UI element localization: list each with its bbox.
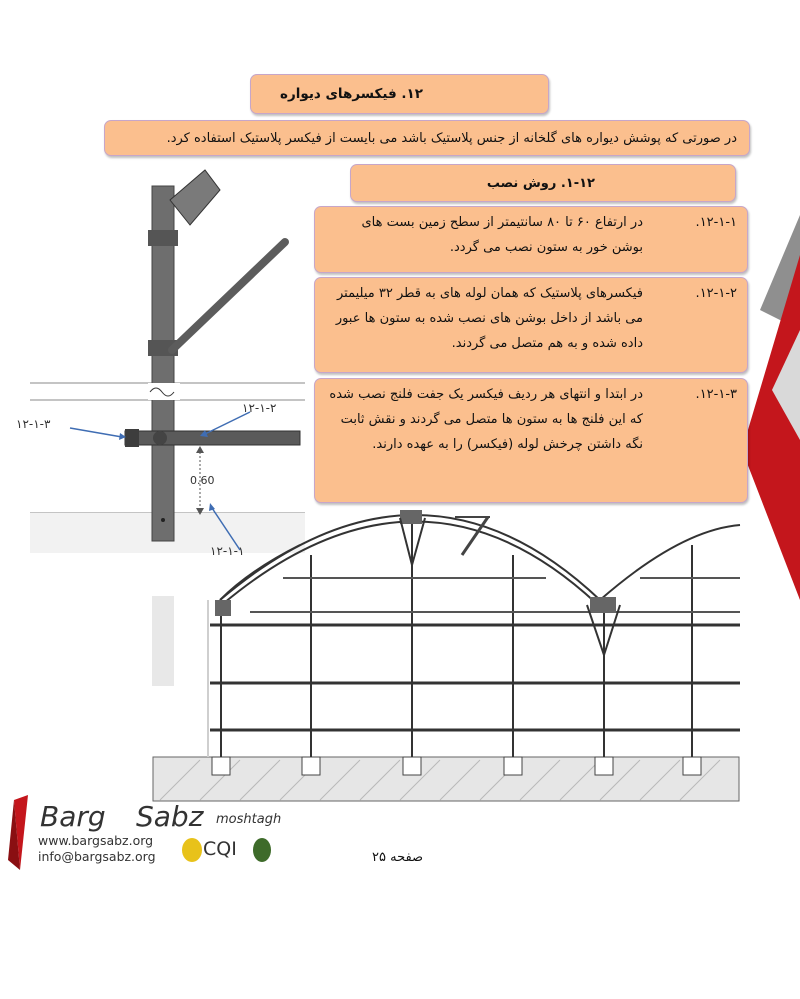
brand-sabz: Sabz <box>136 800 204 833</box>
label-12-1-3: ۱۲-۱-۳ <box>16 417 51 431</box>
cqi-logo-icon <box>182 838 202 862</box>
website-link[interactable]: www.bargsabz.org <box>38 833 154 848</box>
step-number: ۱۲-۱-۲. <box>695 286 737 301</box>
email-link[interactable]: info@bargsabz.org <box>38 849 156 864</box>
intro-text: در صورتی که پوشش دیواره های گلخانه از جنس پلاستیک باشد می بایست از فیکسر پلاستیک استفاده کرد. <box>104 120 750 156</box>
brand-moshtagh: moshtagh <box>216 812 282 827</box>
step-text: در ارتفاع ۶۰ تا ۸۰ سانتیمتر از سطح زمین بست های بوشن خور به ستون نصب می گردد. <box>361 215 643 255</box>
page-number: صفحه ۲۵ <box>372 850 424 865</box>
step-text: فیکسرهای پلاستیک که همان لوله های به قطر ۳۲ میلیمتر می باشد از داخل بوشن های نصب شده به ستون ها عبور داده شده و به هم متصل می گردند. <box>335 286 643 351</box>
step-number: ۱۲-۱-۳. <box>695 387 737 402</box>
step-text: در ابتدا و انتهای هر ردیف فیکسر یک جفت فلنج نصب شده که این فلنج ها به ستون ها متصل می گردند و نقش ثابت نگه داشتن چرخش لوله (فیکسر) را به عهده دارند. <box>329 387 643 452</box>
label-12-1-2: ۱۲-۱-۲ <box>242 401 277 415</box>
subsection-title: ۱-۱۲. روش نصب <box>350 164 736 202</box>
label-12-1-1: ۱۲-۱-۱ <box>210 544 245 558</box>
cqi-logo-text: CQI <box>203 838 237 860</box>
step-number: ۱۲-۱-۱. <box>695 215 737 230</box>
height-dimension: 0.60 <box>190 474 215 487</box>
section-title: ۱۲. فیکسرهای دیواره <box>250 74 549 114</box>
brand-barg: Barg <box>40 800 106 833</box>
